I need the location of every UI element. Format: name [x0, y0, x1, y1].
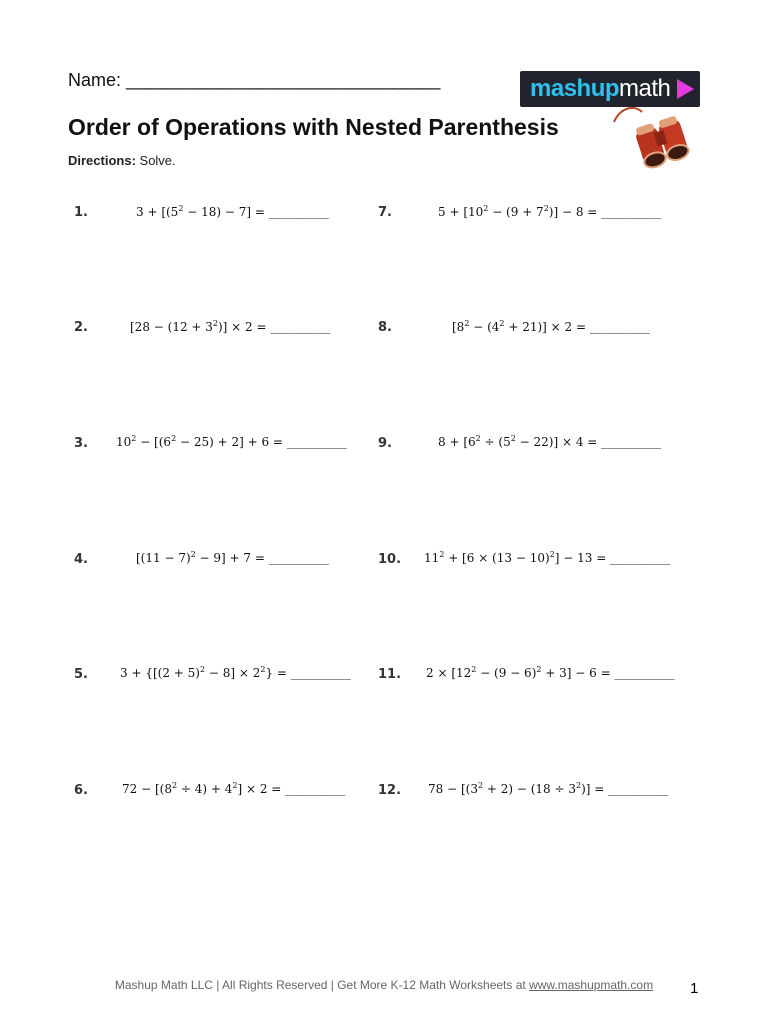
name-line[interactable]: _________________________________ [126, 70, 440, 90]
problem-number: 1. [74, 205, 88, 220]
problem-expression: $8 + [6^2 \div (5^2 - 22)] \times 4$ = __________ [438, 434, 662, 449]
problem-number: 3. [74, 436, 88, 451]
problem-number: 12. [378, 783, 402, 798]
problem-number: 11. [378, 667, 402, 682]
problem-number: 8. [378, 320, 392, 335]
problem-expression: $78 - [(3^2 + 2) - (18 \div 3^2)]$ = __________ [428, 781, 669, 796]
problem-number: 7. [378, 205, 392, 220]
problem-expression: $3 + \{[(2 + 5)^2 - 8] \times 2^2\}$ = __________ [120, 665, 351, 680]
problem-number: 6. [74, 783, 88, 798]
mashupmath-logo [520, 71, 700, 107]
problem-expression: $3 + [(5^2 - 18) - 7]$ = __________ [136, 204, 329, 219]
problem-expression: $72 - [(8^2 \div 4) + 4^2] \times 2$ = __________ [122, 781, 346, 796]
problem-number: 9. [378, 436, 392, 451]
footer-link[interactable]: www.mashupmath.com [529, 978, 654, 992]
play-triangle-icon [677, 79, 694, 99]
problem-number: 4. [74, 552, 88, 567]
directions [68, 153, 176, 168]
worksheet-title: Order of Operations with Nested Parenthesis [68, 114, 559, 140]
problem-expression: $10^2 - [(6^2 - 25) + 2] + 6$ = __________ [116, 434, 347, 449]
problem-number: 2. [74, 320, 88, 335]
problem-expression: $[(11 - 7)^2 - 9] + 7$ = __________ [136, 550, 329, 565]
footer [0, 978, 768, 992]
footer-text: Mashup Math LLC | All Rights Reserved | Get More K-12 Math Worksheets at [114, 978, 530, 992]
problem-number: 10. [378, 552, 402, 567]
problem-number: 5. [74, 667, 88, 682]
binoculars-icon [610, 104, 692, 170]
name-field-row [68, 70, 440, 91]
page-number: 1 [690, 980, 699, 997]
problem-expression: $2 \times [12^2 - (9 - 6)^2 + 3] - 6$ = __________ [426, 665, 675, 680]
name-label: Name: [68, 70, 122, 90]
problem-expression: $[28 - (12 + 3^2)] \times 2$ = __________ [130, 319, 331, 334]
directions-text: Solve. [135, 153, 176, 168]
problem-expression: $11^2 + [6 \times (13 - 10)^2] - 13$ = __________ [424, 550, 671, 565]
logo-text-mashup: mashup [530, 75, 620, 102]
problem-expression: $[8^2 - (4^2 + 21)] \times 2$ = __________ [452, 319, 650, 334]
logo-text-math: math [619, 75, 671, 102]
problem-expression: $5 + [10^2 - (9 + 7^2)] - 8$ = __________ [438, 204, 662, 219]
directions-label: Directions: [68, 153, 136, 168]
